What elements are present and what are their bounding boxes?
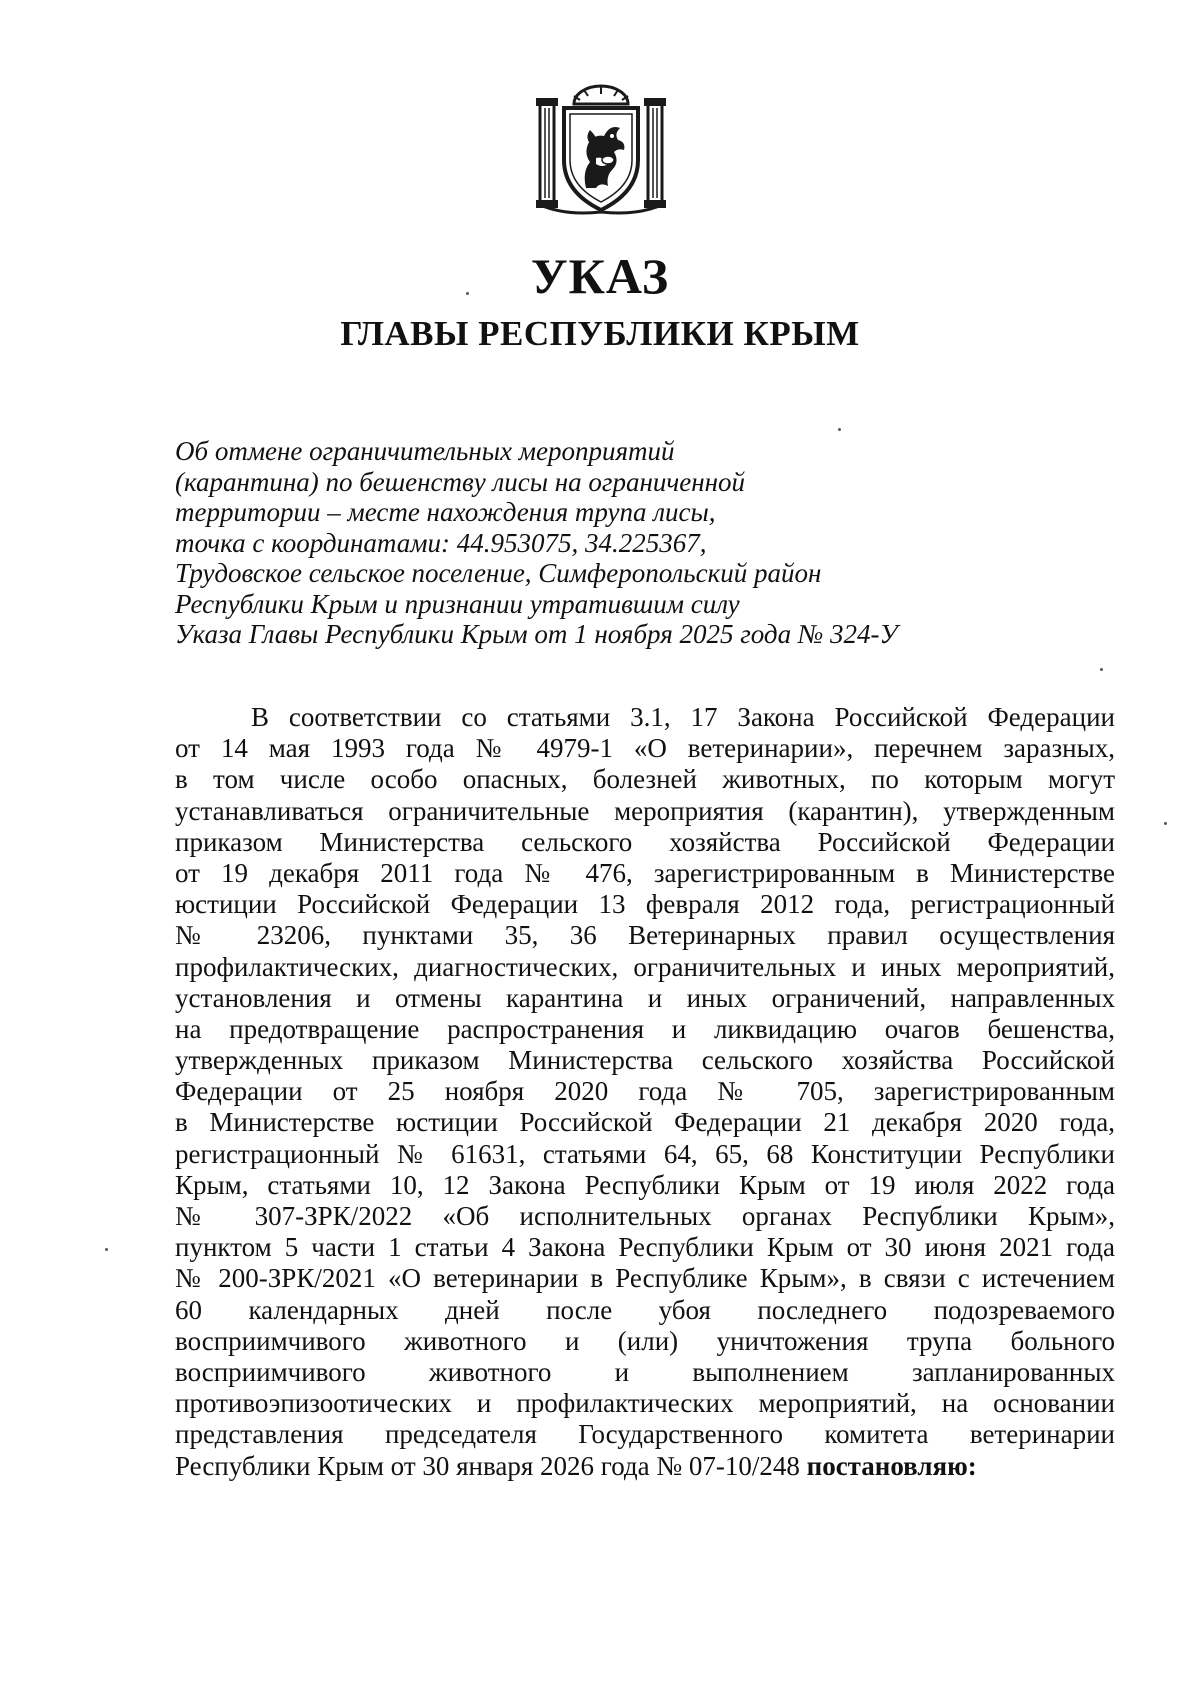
crimea-coat-of-arms-icon [534, 84, 668, 216]
body-line: пунктом 5 части 1 статьи 4 Закона Республики Крым от 30 июня 2021 года [175, 1232, 1115, 1263]
body-line: противоэпизоотических и профилактических мероприятий, на основании [175, 1388, 1115, 1419]
heading-line: Республики Крым и признании утратившим силу [175, 588, 740, 619]
body-last-line-text: Республики Крым от 30 января 2026 года № 07-10/248 [175, 1450, 807, 1481]
body-line: в том числе особо опасных, болезней животных, по которым могут [175, 764, 1115, 795]
scan-speck [1164, 822, 1167, 825]
body-line: 60 календарных дней после убоя последнего подозреваемого [175, 1294, 1115, 1325]
scan-speck [466, 292, 469, 295]
scan-speck [838, 428, 841, 431]
body-line: восприимчивого животного и выполнением запланированных [175, 1356, 1115, 1387]
body-line: № 200-ЗРК/2021 «О ветеринарии в Республике Крым», в связи с истечением [175, 1263, 1115, 1294]
heading-line: Трудовское сельское поселение, Симферопольский район [175, 558, 822, 588]
heading-line: (карантина) по бешенству лисы на ограниченной [175, 466, 746, 497]
body-line: от 19 декабря 2011 года № 476, зарегистрированным в Министерстве [175, 857, 1115, 888]
scan-speck [1100, 668, 1103, 671]
body-line: профилактических, диагностических, ограничительных и иных мероприятий, [175, 951, 1115, 982]
body-line: № 23206, пунктами 35, 36 Ветеринарных правил осуществления [175, 920, 1115, 951]
decree-subtitle: ГЛАВЫ РЕСПУБЛИКИ КРЫМ [340, 314, 860, 353]
body-line: приказом Министерства сельского хозяйства Российской Федерации [175, 826, 1115, 857]
decree-body [175, 702, 1115, 1482]
body-line: регистрационный № 61631, статьями 64, 65, 68 Конституции Республики [175, 1138, 1115, 1169]
body-line: утвержденных приказом Министерства сельского хозяйства Российской [175, 1045, 1115, 1076]
decree-heading [175, 436, 995, 650]
body-line: восприимчивого животного и (или) уничтожения трупа больного [175, 1325, 1115, 1356]
heading-line: точка с координатами: 44.953075, 34.225367, [175, 527, 707, 558]
body-line: Федерации от 25 ноября 2020 года № 705, зарегистрированным [175, 1076, 1115, 1107]
heading-line: территории – месте нахождения трупа лисы, [175, 497, 716, 527]
body-line: устанавливаться ограничительные мероприятия (карантин), утвержденным [175, 795, 1115, 826]
heading-line: Об отмене ограничительных мероприятий [175, 436, 675, 466]
decree-resolution: постановляю: [806, 1450, 977, 1481]
scan-speck [105, 1248, 108, 1251]
body-line: представления председателя Государственного комитета ветеринарии [175, 1419, 1115, 1450]
body-line: юстиции Российской Федерации 13 февраля 2012 года, регистрационный [175, 889, 1115, 920]
body-line: от 14 мая 1993 года № 4979-1 «О ветеринарии», перечнем заразных, [175, 733, 1115, 764]
body-line: В соответствии со статьями 3.1, 17 Закона Российской Федерации [251, 702, 1115, 732]
body-line: № 307-ЗРК/2022 «Об исполнительных органах Республики Крым», [175, 1201, 1115, 1231]
body-line: установления и отмены карантина и иных ограничений, направленных [175, 982, 1115, 1013]
body-last-line [175, 1451, 1115, 1482]
heading-line: Указа Главы Республики Крым от 1 ноября 2025 года № 324-У [175, 619, 898, 649]
body-line: Крым, статьями 10, 12 Закона Республики Крым от 19 июля 2022 года [175, 1169, 1115, 1200]
body-line: на предотвращение распространения и ликвидацию очагов бешенства, [175, 1013, 1115, 1044]
decree-title: УКАЗ [530, 248, 670, 304]
body-line: в Министерстве юстиции Российской Федерации 21 декабря 2020 года, [175, 1107, 1115, 1138]
